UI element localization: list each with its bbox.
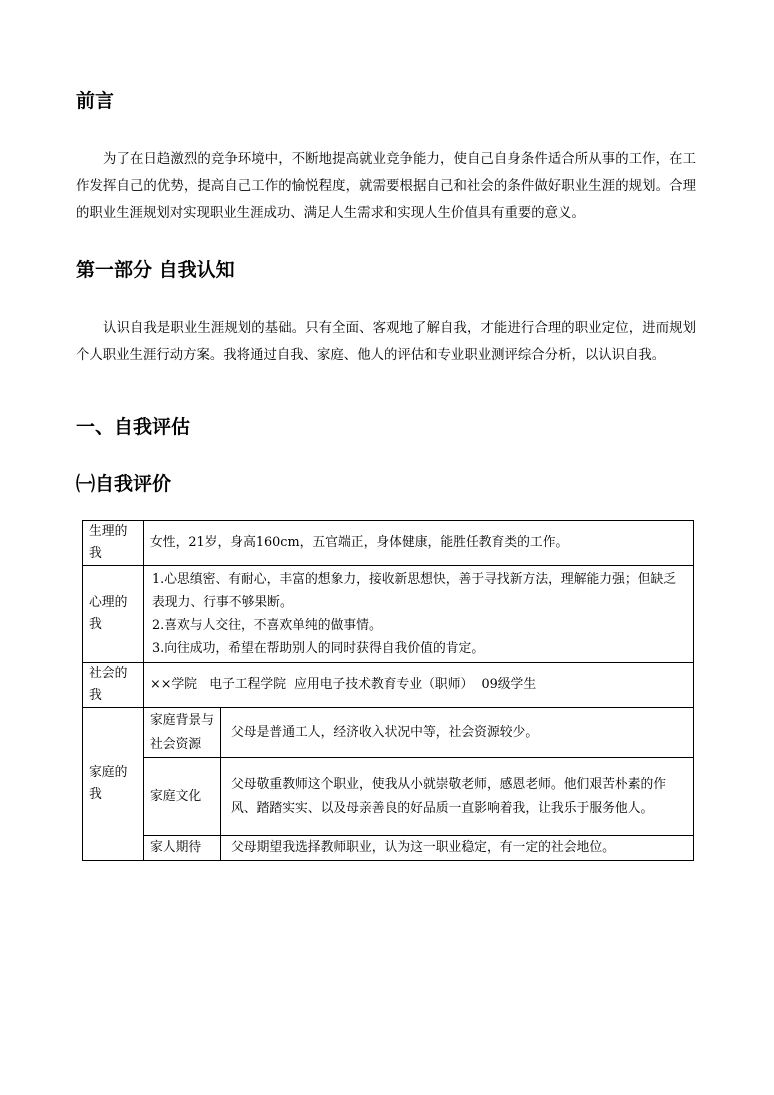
row-label-social: 社会的我 (83, 663, 144, 708)
family-sub-value: 父母是普通工人，经济收入状况中等，社会资源较少。 (221, 708, 694, 758)
family-sub-value: 父母敬重教师这个职业，使我从小就崇敬老师，感恩老师。他们艰苦朴素的作风、踏踏实实、以及母亲善良的好品质一直影响着我，让我乐于服务他人。 (221, 758, 694, 836)
table-row (83, 663, 694, 708)
part1-heading: 第一部分 自我认知 (76, 259, 235, 281)
table-row (83, 708, 694, 758)
table-row (83, 758, 694, 836)
family-sub-label: 家庭文化 (144, 758, 221, 836)
row-label-family: 家庭的我 (83, 708, 144, 861)
subsection-heading: ㈠自我评价 (76, 473, 172, 495)
table-row (83, 521, 694, 566)
row-label-psychological: 心理的我 (83, 566, 144, 663)
preface-paragraph: 为了在日趋激烈的竞争环境中，不断地提高就业竞争能力，使自己自身条件适合所从事的工作，在工作发挥自己的优势，提高自己工作的愉悦程度，就需要根据自己和社会的条件做好职业生涯的规划。合理的职业生涯规划对实现职业生涯成功、满足人生需求和实现人生价值具有重要的意义。 (76, 152, 696, 221)
section-heading: 一、自我评估 (76, 416, 191, 438)
part1-paragraph: 认识自我是职业生涯规划的基础。只有全面、客观地了解自我，才能进行合理的职业定位，进而规划个人职业生涯行动方案。我将通过自我、家庭、他人的评估和专业职业测评综合分析，以认识自我。 (76, 321, 696, 363)
row-value-physical: 女性，21岁，身高160cm，五官端正，身体健康，能胜任教育类的工作。 (144, 521, 694, 566)
family-sub-label: 家人期待 (144, 836, 221, 861)
family-sub-label: 家庭背景与社会资源 (144, 708, 221, 758)
preface-heading: 前言 (76, 90, 115, 112)
table-row (83, 566, 694, 663)
psychological-item: 1.心思缜密、有耐心，丰富的想象力，接收新思想快，善于寻找新方法，理解能力强；但缺乏表现力、行事不够果断。 (152, 572, 677, 610)
family-sub-value: 父母期望我选择教师职业，认为这一职业稳定，有一定的社会地位。 (221, 836, 694, 861)
row-value-psychological (144, 566, 694, 663)
psychological-item: 2.喜欢与人交往，不喜欢单纯的做事情。 (152, 618, 382, 633)
table-row (83, 836, 694, 861)
row-label-physical: 生理的我 (83, 521, 144, 566)
row-value-social: ××学院 电子工程学院 应用电子技术教育专业（职师） 09级学生 (144, 663, 694, 708)
psychological-item: 3.向往成功，希望在帮助别人的同时获得自我价值的肯定。 (152, 641, 485, 656)
self-evaluation-table (82, 520, 694, 861)
